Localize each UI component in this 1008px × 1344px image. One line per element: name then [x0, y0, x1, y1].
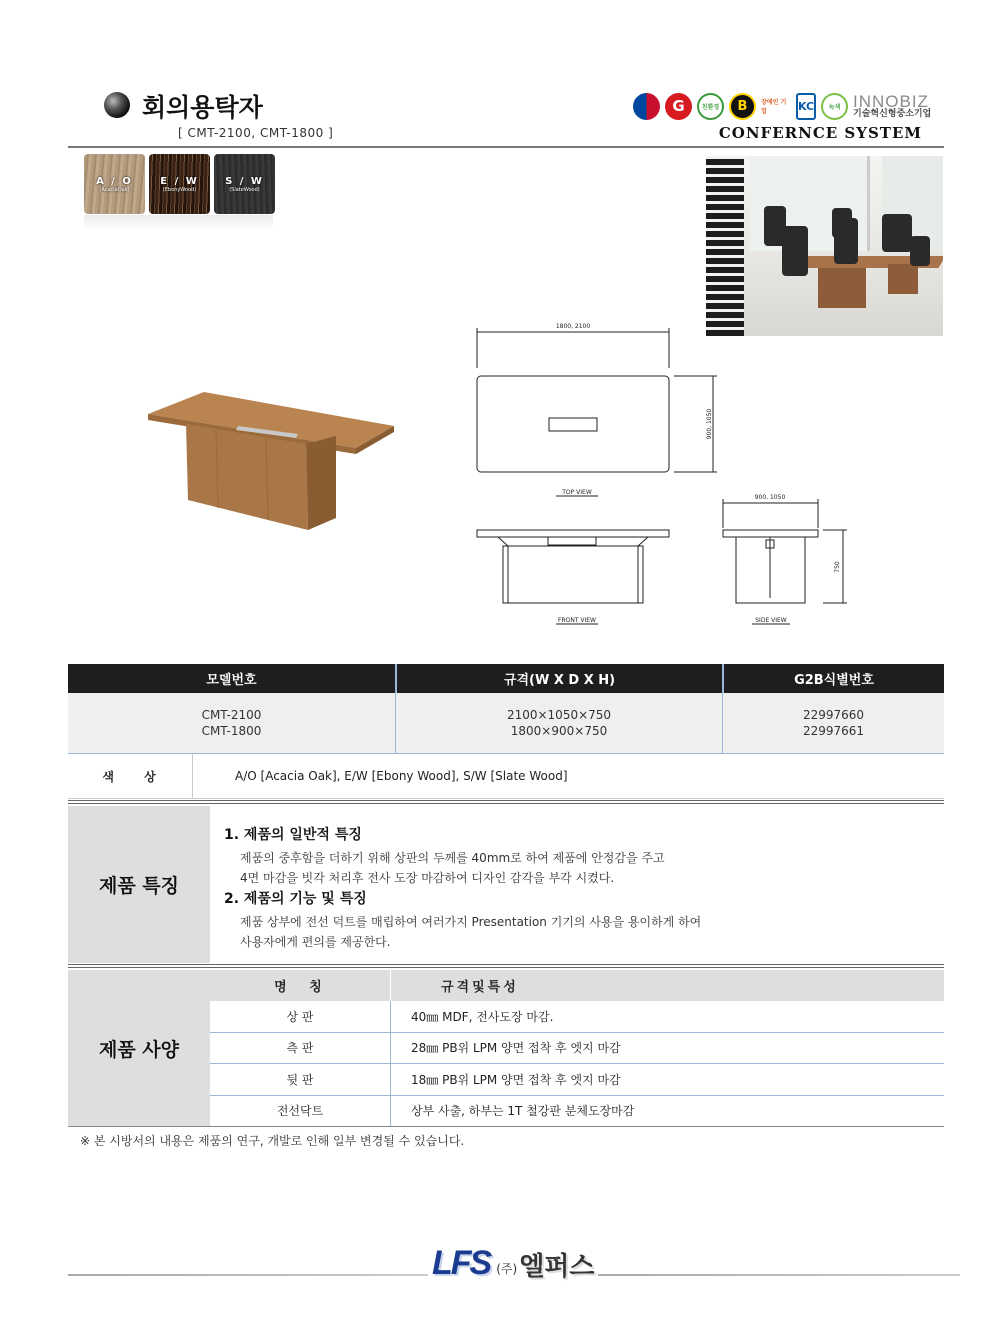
- swatch-code: E / W: [160, 175, 199, 187]
- feature-line: 4면 마감을 빗각 처리후 전사 도장 마감하여 디자인 감각을 부각 시켰다.: [240, 871, 615, 885]
- size-value: 2100×1050×750: [506, 708, 612, 722]
- logo-lfs: LFS: [432, 1244, 491, 1282]
- specs-label: 제품 사양: [68, 970, 210, 1127]
- conference-room-photo: [706, 156, 943, 336]
- footer-line-left: [68, 1274, 428, 1276]
- side-depth-dimension: 900, 1050: [754, 494, 786, 501]
- feature-line: 제품 상부에 전선 덕트를 매립하여 여러가지 Presentation 기기의 사용을 용이하게 하여: [240, 915, 702, 929]
- top-depth-dimension: 900, 1050: [706, 408, 713, 440]
- specs-table: [210, 970, 944, 1127]
- specs-table-header: [210, 970, 944, 1001]
- features-body: [210, 806, 701, 963]
- table-row: [210, 1096, 944, 1128]
- swatch-code: A / O: [96, 175, 133, 187]
- table-row: [210, 1033, 944, 1065]
- b-mark-icon: B: [729, 93, 756, 120]
- model-cell: [68, 693, 395, 753]
- color-value: A/O [Acacia Oak], E/W [Ebony Wood], S/W [Slate Wood]: [235, 769, 568, 783]
- logo-corp: (주): [496, 1262, 518, 1276]
- swatch-ebony-wood: [149, 154, 210, 214]
- part-desc: 28㎜ PB위 LPM 양면 접착 후 엣지 마감: [411, 1041, 621, 1056]
- logo-korean: 엘퍼스: [519, 1252, 595, 1282]
- page-title: 회의용탁자: [142, 93, 263, 122]
- title-bullet-icon: [104, 92, 130, 118]
- part-desc: 40㎜ MDF, 전사도장 마감.: [411, 1009, 554, 1024]
- kc-mark-icon: KC: [796, 93, 816, 120]
- section-subtitle: CONFERNCE SYSTEM: [718, 124, 922, 142]
- swatch-name: (SlateWood): [229, 186, 260, 193]
- section-divider: [68, 964, 944, 968]
- size-value: 1800×900×750: [510, 724, 608, 738]
- innobiz-logo: [853, 93, 931, 119]
- spec-table-header: [68, 664, 944, 693]
- company-logo: [432, 1244, 595, 1283]
- header-desc: 규격및특성: [441, 980, 519, 995]
- feature-line: 제품의 중후함을 더하기 위해 상판의 두께를 40mm로 하여 제품에 안정감을 주고: [240, 851, 665, 865]
- header-divider: [68, 146, 944, 148]
- table-product-image: [146, 390, 396, 540]
- color-label: 색 상: [68, 754, 193, 798]
- swatch-name: (EbonyWood): [162, 186, 197, 193]
- size-cell: [395, 693, 722, 753]
- part-name: 상 판: [210, 1001, 391, 1032]
- model-list: [ CMT-2100, CMT-1800 ]: [178, 126, 334, 140]
- swatch-acacia-oak: [84, 154, 145, 214]
- header-model: 모델번호: [206, 673, 257, 688]
- disabled-enterprise-icon: 장애인 기업: [761, 93, 791, 120]
- g2b-value: 22997660: [802, 708, 865, 722]
- section-divider: [68, 800, 944, 804]
- innobiz-title: INNOBIZ: [853, 92, 929, 111]
- specs-section: [68, 970, 944, 1127]
- feature-line: 사용자에게 편의를 제공한다.: [240, 935, 391, 949]
- front-view-caption: FRONT VIEW: [557, 617, 597, 624]
- features-section: [68, 806, 944, 963]
- part-name: 측 판: [210, 1033, 391, 1064]
- disclaimer-note: ※ 본 시방서의 내용은 제품의 연구, 개발로 인해 일부 변경될 수 있습니다.: [80, 1134, 465, 1148]
- swatch-slate-wood: [214, 154, 275, 214]
- part-name: 뒷 판: [210, 1064, 391, 1095]
- g2b-cell: [722, 693, 944, 753]
- features-label: 제품 특징: [68, 806, 210, 963]
- g-mark-icon: G: [665, 93, 692, 120]
- footer-line-right: [598, 1274, 960, 1276]
- certification-logos: [633, 90, 931, 122]
- feature-heading: 2. 제품의 기능 및 특징: [224, 891, 367, 907]
- side-view-caption: SIDE VIEW: [755, 617, 787, 624]
- swatch-code: S / W: [225, 175, 264, 187]
- header-size: 규격(W X D X H): [395, 664, 722, 693]
- color-row: [68, 754, 944, 799]
- part-desc: 18㎜ PB위 LPM 양면 접착 후 엣지 마감: [411, 1072, 621, 1087]
- innobiz-caption: 기술혁신형중소기업: [853, 109, 932, 119]
- table-row: [210, 1001, 944, 1033]
- top-view-caption: TOP VIEW: [562, 489, 592, 496]
- header-name: 명 칭: [210, 970, 391, 1001]
- model-value: CMT-2100: [201, 708, 262, 722]
- header-g2b: G2B식별번호: [722, 664, 944, 693]
- part-name: 전선닥트: [210, 1096, 391, 1127]
- top-width-dimension: 1800, 2100: [555, 323, 591, 330]
- low-carbon-icon: 녹색: [821, 93, 848, 120]
- model-spec-table: [68, 664, 944, 754]
- feature-heading: 1. 제품의 일반적 특징: [224, 827, 362, 843]
- technical-drawings: [468, 318, 848, 633]
- swatch-reflection: [84, 215, 273, 229]
- korea-emblem-icon: [633, 93, 660, 120]
- eco-label-icon: 친환경: [697, 93, 724, 120]
- part-desc: 상부 사출, 하부는 1T 철강판 분체도장마감: [411, 1104, 635, 1119]
- g2b-value: 22997661: [802, 724, 865, 738]
- swatch-name: (AcaciaOak): [99, 186, 130, 193]
- color-swatches: [84, 154, 275, 214]
- model-value: CMT-1800: [201, 724, 262, 738]
- side-height-dimension: 750: [834, 561, 841, 573]
- table-row: [210, 1064, 944, 1096]
- spec-table-row: [68, 693, 944, 754]
